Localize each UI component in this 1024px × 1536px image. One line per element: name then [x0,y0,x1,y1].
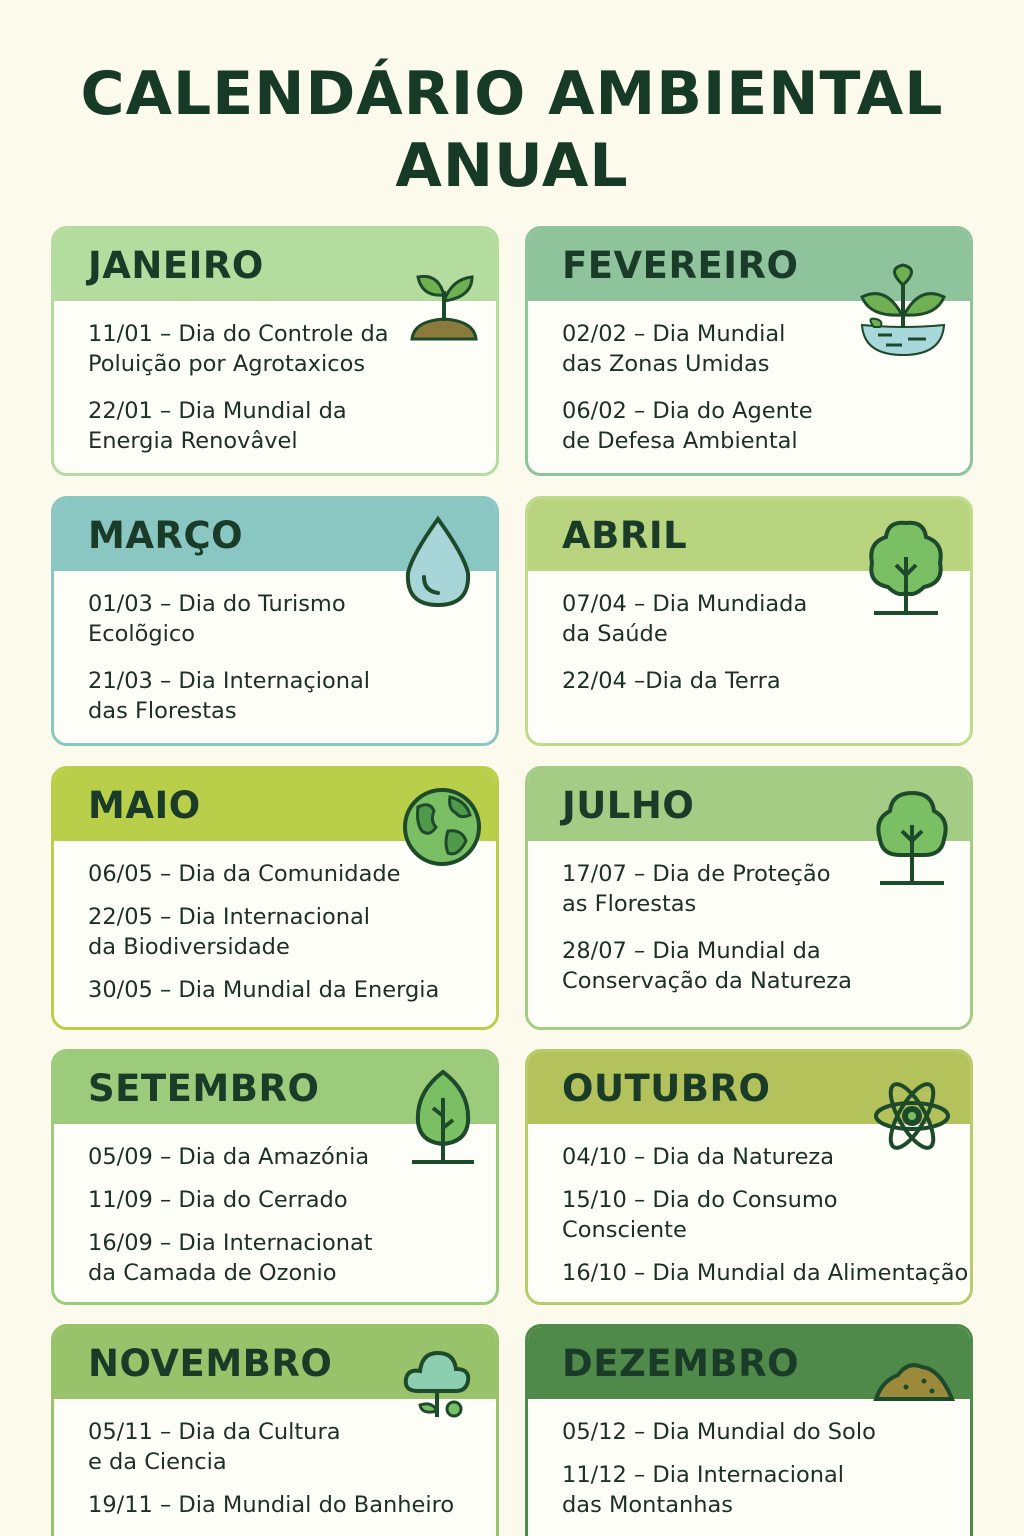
month-name: JULHO [562,783,695,827]
event-item: 01/03 – Dia do Turismo Ecolõgico [88,591,346,647]
month-card-novembro [51,1324,499,1536]
atom-icon [872,1076,952,1156]
event-item: 17/07 – Dia de Proteção as Florestas [562,861,831,917]
event-item: 06/02 – Dia do Agente de Defesa Ambiental [562,398,813,454]
month-card-julho [525,766,973,1030]
event-item: 15/10 – Dia do Consumo Consciente [562,1187,838,1243]
cloud-sprout-icon [402,1343,472,1423]
month-card-setembro [51,1049,499,1305]
soil-mound-icon [872,1355,956,1405]
water-drop-icon [400,515,476,611]
month-card-fevereiro [525,226,973,476]
month-name: DEZEMBRO [562,1341,800,1385]
event-item: 16/09 – Dia Internacionat da Camada de Ozonio [88,1230,373,1286]
event-item: 22/04 –Dia da Terra [562,668,781,694]
month-card-dezembro [525,1324,973,1536]
event-item: 06/05 – Dia da Comunidade [88,861,401,887]
event-item: 02/02 – Dia Mundial das Zonas Umidas [562,321,786,377]
month-card-janeiro [51,226,499,476]
event-item: 11/12 – Dia Internacional das Montanhas [562,1462,845,1518]
month-name: SETEMBRO [88,1066,320,1110]
event-item: 05/11 – Dia da Cultura e da Ciencia [88,1419,341,1475]
page-title: CALENDÁRIO AMBIENTAL ANUAL [80,59,944,201]
month-name: NOVEMBRO [88,1341,333,1385]
event-item: 07/04 – Dia Mundiada da Saúde [562,591,808,647]
event-item: 05/12 – Dia Mundial do Solo [562,1419,876,1445]
event-item: 28/07 – Dia Mundial da Conservação da Natureza [562,938,852,994]
leaf-tree-icon [408,1068,478,1168]
seedling-icon [402,261,486,345]
event-item: 22/01 – Dia Mundial da Energia Renovâvel [88,398,347,454]
wetland-plant-icon [856,263,950,357]
event-item: 05/09 – Dia da Amazónia [88,1144,370,1170]
month-name: OUTUBRO [562,1066,771,1110]
month-card-marco [51,496,499,746]
event-item: 11/09 – Dia do Cerrado [88,1187,348,1213]
tree-icon [864,517,948,621]
event-item: 30/05 – Dia Mundial da Energia [88,977,440,1003]
event-item: 22/05 – Dia Internacional da Biodiversidade [88,904,371,960]
month-card-maio [51,766,499,1030]
month-card-outubro [525,1049,973,1305]
month-name: JANEIRO [88,243,264,287]
tree-icon [870,789,954,889]
globe-icon [400,785,484,869]
month-card-abril [525,496,973,746]
event-item: 16/10 – Dia Mundial da Alimentação [562,1260,969,1286]
event-item: 21/03 – Dia Internaçional das Florestas [88,668,371,724]
month-name: FEVEREIRO [562,243,799,287]
month-name: MAIO [88,783,201,827]
event-item: 19/11 – Dia Mundial do Banheiro [88,1492,455,1518]
event-list [528,1399,970,1520]
event-item: 11/01 – Dia do Controle da Poluição por Agrotaxicos [88,321,389,377]
month-name: ABRIL [562,513,688,557]
event-item: 04/10 – Dia da Natureza [562,1144,835,1170]
month-name: MARÇO [88,513,244,557]
